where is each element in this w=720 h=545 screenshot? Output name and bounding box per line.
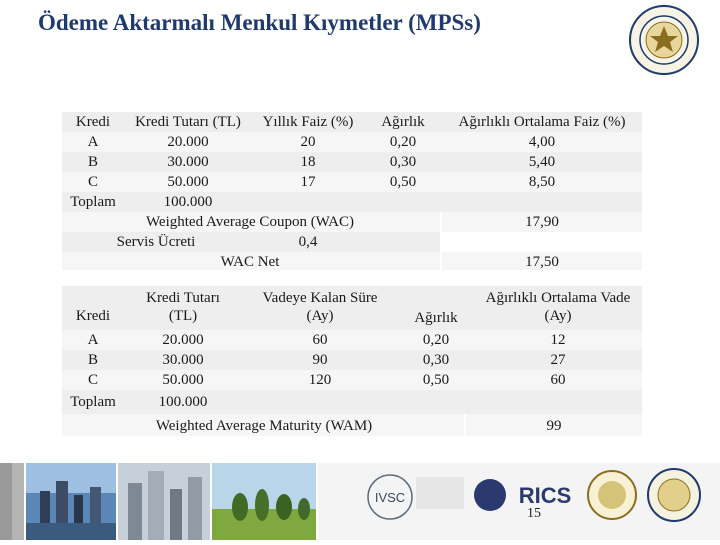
footer-graphics bbox=[0, 463, 720, 540]
t2-row-total-kredi: Toplam bbox=[70, 394, 116, 410]
t2-row-a-vade: 60 bbox=[312, 332, 328, 348]
t1-header-ortalama: Ağırlıklı Ortalama Faiz (%) bbox=[458, 114, 626, 130]
t1-row-c-agirlik: 0,50 bbox=[389, 174, 417, 190]
t1-row-b-kredi: B bbox=[87, 154, 98, 170]
t2-header-agirlik: Ağırlık bbox=[414, 310, 458, 326]
wac-net-value: 17,50 bbox=[525, 254, 559, 270]
t1-row-c-kredi: C bbox=[87, 174, 98, 190]
t1-row-c-ortalama: 8,50 bbox=[528, 174, 556, 190]
wac-value: 17,90 bbox=[525, 214, 559, 230]
service-fee-label: Servis Ücreti bbox=[116, 234, 196, 250]
t1-row-a-faiz: 20 bbox=[300, 134, 316, 150]
page-title: Ödeme Aktarmalı Menkul Kıymetler (MPSs) bbox=[38, 10, 481, 35]
t1-row-a-tutar: 20.000 bbox=[167, 134, 209, 150]
university-seal-icon bbox=[628, 4, 700, 76]
t2-row-total-tutar: 100.000 bbox=[158, 394, 208, 410]
t2-row-b-tutar: 30.000 bbox=[162, 352, 204, 368]
t2-row-b-avg: 27 bbox=[550, 352, 566, 368]
t2-row-a-avg: 12 bbox=[550, 332, 566, 348]
t2-header-vade-2: (Ay) bbox=[306, 308, 334, 324]
t1-row-a-agirlik: 0,20 bbox=[389, 134, 417, 150]
t2-row-c-kredi: C bbox=[87, 372, 98, 388]
t1-header-agirlik: Ağırlık bbox=[381, 114, 425, 130]
svg-text:IVSC: IVSC bbox=[374, 490, 406, 505]
t2-row-b-agirlik: 0,30 bbox=[422, 352, 450, 368]
skyline-photo-icon bbox=[118, 463, 210, 540]
footer-band bbox=[0, 463, 720, 540]
t2-row-c-avg: 60 bbox=[550, 372, 566, 388]
t1-row-a-kredi: A bbox=[87, 134, 99, 150]
t1-row-a-ortalama: 4,00 bbox=[528, 134, 556, 150]
t2-row-a-agirlik: 0,20 bbox=[422, 332, 450, 348]
t1-row-c-tutar: 50.000 bbox=[167, 174, 209, 190]
wam-label: Weighted Average Maturity (WAM) bbox=[155, 418, 373, 434]
t1-row-total-tutar: 100.000 bbox=[163, 194, 213, 210]
t1-header-tutar: Kredi Tutarı (TL) bbox=[135, 114, 241, 130]
t2-header-kredi: Kredi bbox=[75, 308, 111, 324]
t2-header-tutar-1: Kredi Tutarı bbox=[146, 290, 220, 306]
landscape-photo-icon bbox=[212, 463, 316, 540]
t2-row-c-tutar: 50.000 bbox=[162, 372, 204, 388]
t1-row-total-kredi: Toplam bbox=[70, 194, 116, 210]
t2-header-tutar-2: (TL) bbox=[168, 308, 198, 324]
t2-row-c-agirlik: 0,50 bbox=[422, 372, 450, 388]
city-photo-icon bbox=[26, 463, 116, 540]
t2-row-a-tutar: 20.000 bbox=[162, 332, 204, 348]
t1-row-b-ortalama: 5,40 bbox=[528, 154, 556, 170]
t2-row-c-vade: 120 bbox=[308, 372, 332, 388]
seal-logo bbox=[588, 471, 636, 519]
t1-row-c-faiz: 17 bbox=[300, 174, 316, 190]
wam-value: 99 bbox=[546, 418, 562, 434]
page-number: 15 bbox=[527, 506, 541, 521]
t1-row-b-agirlik: 0,30 bbox=[389, 154, 417, 170]
university-seal-logo bbox=[648, 469, 700, 521]
wac-label: Weighted Average Coupon (WAC) bbox=[145, 214, 355, 230]
wac-net-label: WAC Net bbox=[220, 254, 280, 270]
t2-header-avg-1: Ağırlıklı Ortalama Vade bbox=[485, 290, 631, 306]
t2-row-a-kredi: A bbox=[87, 332, 99, 348]
t1-row-b-tutar: 30.000 bbox=[167, 154, 209, 170]
t2-header-avg-2: (Ay) bbox=[544, 308, 572, 324]
svg-text:RICS: RICS bbox=[518, 483, 572, 508]
t1-header-kredi: Kredi bbox=[75, 114, 111, 130]
t1-header-faiz: Yıllık Faiz (%) bbox=[262, 114, 354, 130]
t1-row-b-faiz: 18 bbox=[300, 154, 316, 170]
t2-row-b-vade: 90 bbox=[312, 352, 328, 368]
t2-row-b-kredi: B bbox=[87, 352, 98, 368]
service-fee-value: 0,4 bbox=[298, 234, 318, 250]
t2-header-vade-1: Vadeye Kalan Süre bbox=[262, 290, 378, 306]
